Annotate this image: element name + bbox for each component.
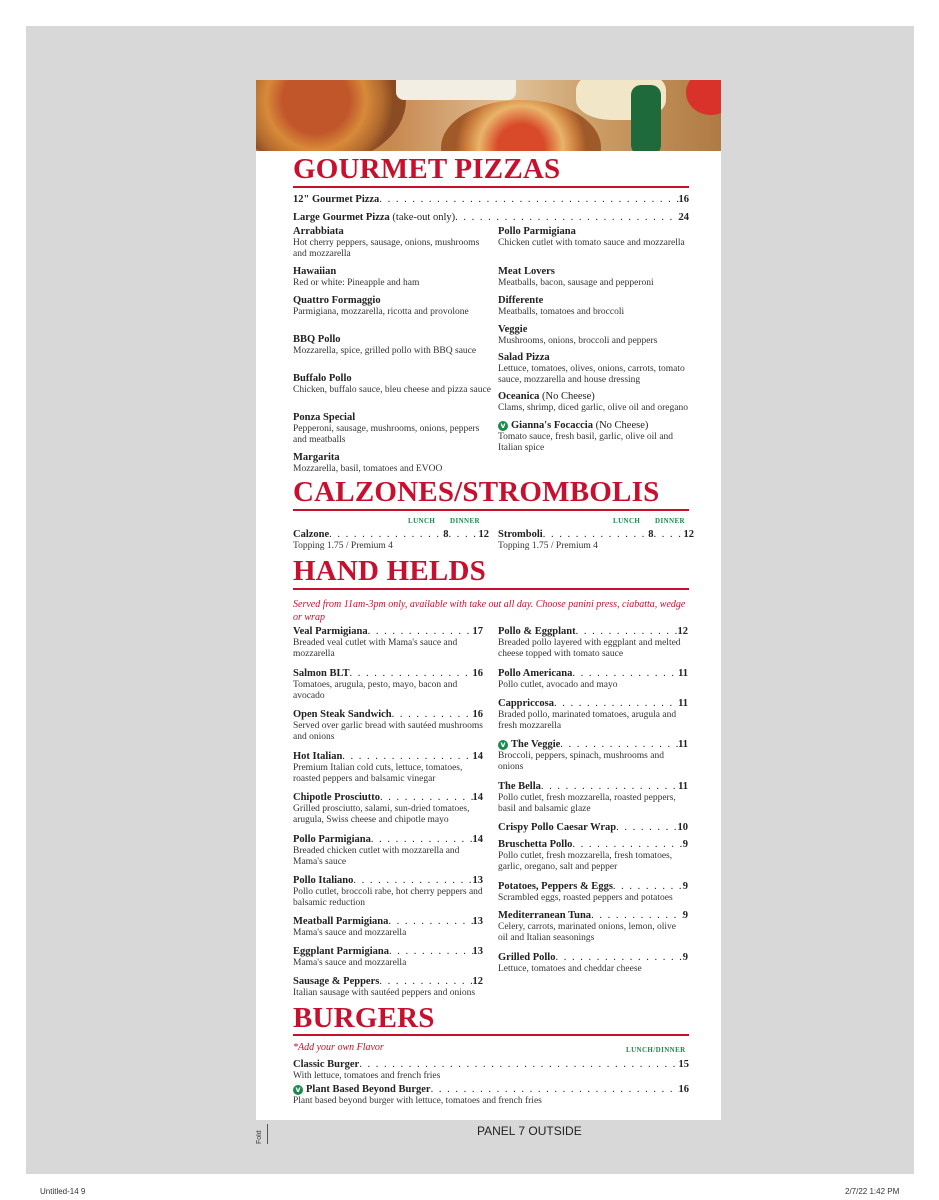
pizza-name xyxy=(293,294,493,307)
section-title-handhelds: HAND HELDS xyxy=(293,555,486,587)
handheld-row xyxy=(498,821,688,834)
handheld-desc: Mama's sauce and mozzarella xyxy=(293,958,407,968)
dot-leader xyxy=(654,528,684,541)
calzone-dinner-label: DINNER xyxy=(450,517,481,525)
section-title-pizzas: GOURMET PIZZAS xyxy=(293,153,561,185)
dot-leader xyxy=(616,821,677,834)
handheld-desc: Pollo cutlet, fresh mozzarella, fresh tomatoes, garlic, oregano, salt and pepper xyxy=(498,851,673,872)
handheld-price: 14 xyxy=(472,792,483,803)
burger-price: 16 xyxy=(678,1084,689,1095)
pizza-item xyxy=(293,294,493,318)
pizza-item xyxy=(498,351,698,386)
burger-row xyxy=(293,1083,689,1096)
pizza-name xyxy=(498,351,698,364)
handheld-desc: Breaded pollo layered with eggplant and melted cheese topped with tomato sauce xyxy=(498,638,681,659)
pizza-name-text: Gianna's Focaccia xyxy=(511,420,593,431)
handheld-row xyxy=(498,667,688,680)
burger-desc: With lettuce, tomatoes and french fries xyxy=(293,1071,441,1081)
pizza-desc: Chicken cutlet with tomato sauce and mozzarella xyxy=(498,238,685,248)
handheld-price: 13 xyxy=(472,946,483,957)
pizza-12-row xyxy=(293,193,689,206)
handheld-item xyxy=(498,738,688,773)
pizza-desc: Hot cherry peppers, sausage, onions, mushrooms and mozzarella xyxy=(293,238,480,259)
pizza-name xyxy=(293,411,493,424)
section-rule xyxy=(293,186,689,188)
handheld-price: 14 xyxy=(472,834,483,845)
dot-leader xyxy=(572,838,682,851)
handheld-desc: Italian sausage with sautéed peppers and onions xyxy=(293,988,476,998)
handheld-desc: Breaded veal cutlet with Mama's sauce and mozzarella xyxy=(293,638,458,659)
v-leaf-icon: v xyxy=(498,421,508,431)
calzone-name: Calzone xyxy=(293,529,330,540)
pizza-name-text: Meat Lovers xyxy=(498,266,555,277)
pizza-item xyxy=(498,265,698,289)
pizza-name-text: Salad Pizza xyxy=(498,352,550,363)
v-leaf-icon: v xyxy=(293,1085,303,1095)
handheld-desc: Grilled prosciutto, salami, sun-dried tomatoes, arugula, Swiss cheese and chipotle mayo xyxy=(293,804,470,825)
handheld-desc: Breaded chicken cutlet with mozzarella and Mama's sauce xyxy=(293,846,460,867)
pizza-desc: Tomato sauce, fresh basil, garlic, olive oil and Italian spice xyxy=(498,432,674,453)
burgers-lunch-dinner-label: LUNCH/DINNER xyxy=(626,1046,686,1054)
handheld-price: 12 xyxy=(472,976,483,987)
pizza-item xyxy=(498,294,698,318)
pizza-item xyxy=(293,372,493,396)
handheld-item xyxy=(498,780,688,815)
handheld-name-text: Pollo & Eggplant xyxy=(498,626,576,637)
handheld-name-text: Sausage & Peppers xyxy=(293,976,380,987)
handheld-name xyxy=(293,945,389,958)
handheld-item xyxy=(293,874,483,909)
burger-row xyxy=(293,1058,689,1071)
handheld-name xyxy=(293,874,353,887)
handheld-name xyxy=(293,667,350,680)
dot-leader xyxy=(388,915,472,928)
burger-name xyxy=(293,1083,431,1096)
handheld-price: 9 xyxy=(682,910,688,921)
calzone-lunch-price: 8 xyxy=(648,529,654,540)
dot-leader xyxy=(554,697,678,710)
handheld-row xyxy=(293,945,483,958)
dot-leader xyxy=(555,951,682,964)
handheld-name xyxy=(498,697,554,710)
calzone-row xyxy=(293,528,489,541)
pizza-name-text: Veggie xyxy=(498,324,528,335)
pizza-name-text: BBQ Pollo xyxy=(293,334,341,345)
dot-leader xyxy=(389,945,473,958)
handheld-row xyxy=(498,880,688,893)
pizza-desc: Meatballs, bacon, sausage and pepperoni xyxy=(498,278,654,288)
pizza-desc: Mushrooms, onions, broccoli and peppers xyxy=(498,336,658,346)
handheld-name xyxy=(498,667,572,680)
handheld-name xyxy=(498,625,576,638)
handheld-item xyxy=(498,951,688,975)
pizza-desc: Red or white: Pineapple and ham xyxy=(293,278,420,288)
handheld-price: 11 xyxy=(678,698,688,709)
handheld-name xyxy=(498,951,555,964)
handheld-price: 9 xyxy=(682,881,688,892)
handheld-name xyxy=(498,909,591,922)
pizza-12-name: 12" Gourmet Pizza xyxy=(293,194,380,205)
handheld-desc: Pollo cutlet, avocado and mayo xyxy=(498,680,618,690)
fold-mark: Fold xyxy=(256,1124,268,1144)
pizza-note: (No Cheese) xyxy=(595,420,649,431)
pizza-desc: Mozzarella, spice, grilled pollo with BBQ sauce xyxy=(293,346,477,356)
handheld-item xyxy=(293,791,483,826)
dot-leader xyxy=(329,528,443,541)
pizza-large-name: Large Gourmet Pizza xyxy=(293,212,390,223)
pizza-12-price: 16 xyxy=(678,194,689,205)
handheld-desc: Lettuce, tomatoes and cheddar cheese xyxy=(498,964,642,974)
dot-leader xyxy=(591,909,683,922)
burger-desc: Plant based beyond burger with lettuce, tomatoes and french fries xyxy=(293,1096,542,1106)
handheld-price: 9 xyxy=(682,839,688,850)
handheld-name-text: Cappriccosa xyxy=(498,698,554,709)
pizza-desc: Clams, shrimp, diced garlic, olive oil and oregano xyxy=(498,403,688,413)
handheld-row xyxy=(498,625,688,638)
handheld-item xyxy=(293,945,483,969)
handheld-row xyxy=(498,780,688,793)
handheld-name-text: Salmon BLT xyxy=(293,668,350,679)
handheld-row xyxy=(293,708,483,721)
section-title-calzones: CALZONES/STROMBOLIS xyxy=(293,476,660,508)
handheld-name xyxy=(293,708,392,721)
handheld-name-text: Meatball Parmigiana xyxy=(293,916,389,927)
calzone-lunch-price: 8 xyxy=(443,529,449,540)
pizza-name-text: Ponza Special xyxy=(293,412,356,423)
pizza-item xyxy=(293,333,493,357)
pizza-large-row xyxy=(293,211,689,224)
handheld-item xyxy=(498,821,688,834)
section-title-burgers: BURGERS xyxy=(293,1002,435,1034)
pizza-item xyxy=(293,411,493,446)
handheld-name xyxy=(498,821,616,834)
calzone-dinner-price: 12 xyxy=(478,529,489,540)
dot-leader xyxy=(380,791,472,804)
dot-leader xyxy=(359,1058,678,1071)
handheld-price: 16 xyxy=(472,668,483,679)
calzone-item xyxy=(293,528,489,552)
handheld-name-text: Chipotle Prosciutto xyxy=(293,792,381,803)
pizza-name xyxy=(498,294,698,307)
handheld-row xyxy=(498,838,688,851)
handheld-name-text: Mediterranean Tuna xyxy=(498,910,592,921)
handheld-row xyxy=(293,667,483,680)
stromboli-dinner-label: DINNER xyxy=(655,517,686,525)
pizza-name xyxy=(293,372,493,385)
handheld-desc: Braded pollo, marinated tomatoes, arugula and fresh mozzarella xyxy=(498,710,677,731)
pizza-item xyxy=(498,390,698,414)
pizza-desc: Parmigiana, mozzarella, ricotta and provolone xyxy=(293,307,469,317)
handheld-name-text: Veal Parmigiana xyxy=(293,626,368,637)
handheld-name xyxy=(498,838,572,851)
handheld-item xyxy=(498,880,688,904)
pizza-item xyxy=(293,451,493,475)
pizza-name xyxy=(498,323,698,336)
handheld-row xyxy=(293,915,483,928)
handheld-desc: Celery, carrots, marinated onions, lemon, olive oil and Italian seasonings xyxy=(498,922,676,943)
burgers-note: *Add your own Flavor xyxy=(293,1042,384,1053)
dot-leader xyxy=(371,833,473,846)
handheld-name xyxy=(293,750,342,763)
pizza-desc: Meatballs, tomatoes and broccoli xyxy=(498,307,625,317)
burger-price: 15 xyxy=(678,1059,689,1070)
dot-leader xyxy=(392,708,473,721)
handheld-row xyxy=(293,833,483,846)
handheld-item xyxy=(293,750,483,785)
burger-name xyxy=(293,1058,359,1071)
dot-leader xyxy=(350,667,473,680)
handheld-desc: Premium Italian cold cuts, lettuce, tomatoes, roasted peppers and balsamic vinegar xyxy=(293,763,463,784)
handheld-name xyxy=(293,915,388,928)
dot-leader xyxy=(353,874,472,887)
pizza-name xyxy=(293,225,493,238)
pizza-name-text: Pollo Parmigiana xyxy=(498,226,576,237)
handheld-name-text: Potatoes, Peppers & Eggs xyxy=(498,881,613,892)
handheld-item xyxy=(293,708,483,743)
handheld-item xyxy=(498,909,688,944)
dot-leader xyxy=(560,738,678,751)
burger-name-text: Classic Burger xyxy=(293,1059,360,1070)
pizza-desc: Pepperoni, sausage, mushrooms, onions, peppers and meatballs xyxy=(293,424,480,445)
handheld-price: 11 xyxy=(678,781,688,792)
handheld-desc: Pollo cutlet, broccoli rabe, hot cherry peppers and balsamic reduction xyxy=(293,887,483,908)
menu-panel xyxy=(256,80,721,1120)
calzone-topping: Topping 1.75 / Premium 4 xyxy=(293,541,393,551)
handheld-price: 10 xyxy=(677,822,688,833)
handheld-name xyxy=(498,780,541,793)
dot-leader xyxy=(572,667,678,680)
handheld-item xyxy=(498,625,688,660)
handheld-desc: Mama's sauce and mozzarella xyxy=(293,928,407,938)
handheld-item xyxy=(498,697,688,732)
dot-leader xyxy=(449,528,479,541)
handheld-price: 17 xyxy=(472,626,483,637)
pizza-name xyxy=(498,419,698,432)
handheld-price: 9 xyxy=(682,952,688,963)
handheld-row xyxy=(293,750,483,763)
calzone-dinner-price: 12 xyxy=(683,529,694,540)
pizza-name xyxy=(293,265,493,278)
calzone-item xyxy=(498,528,694,552)
calzone-topping: Topping 1.75 / Premium 4 xyxy=(498,541,598,551)
handheld-item xyxy=(293,667,483,702)
handheld-name xyxy=(293,625,368,638)
pizza-name xyxy=(498,390,698,403)
handheld-price: 13 xyxy=(472,875,483,886)
dot-leader xyxy=(431,1083,679,1096)
section-rule xyxy=(293,509,689,511)
dot-leader xyxy=(543,528,649,541)
handheld-name-text: Pollo Parmigiana xyxy=(293,834,371,845)
handheld-name-text: The Veggie xyxy=(511,739,561,750)
handheld-name xyxy=(293,975,379,988)
section-rule xyxy=(293,588,689,590)
handheld-name-text: Hot Italian xyxy=(293,751,343,762)
handheld-desc: Scrambled eggs, roasted peppers and potatoes xyxy=(498,893,673,903)
handheld-desc: Broccoli, peppers, spinach, mushrooms and onions xyxy=(498,751,664,772)
handheld-name xyxy=(293,833,371,846)
section-rule xyxy=(293,1034,689,1036)
handheld-price: 14 xyxy=(472,751,483,762)
v-leaf-icon: v xyxy=(498,740,508,750)
handheld-desc: Tomatoes, arugula, pesto, mayo, bacon and avocado xyxy=(293,680,458,701)
print-date: 2/7/22 1:42 PM xyxy=(845,1187,900,1196)
handheld-price: 12 xyxy=(677,626,688,637)
handheld-name xyxy=(498,880,613,893)
handheld-desc: Served over garlic bread with sautéed mushrooms and onions xyxy=(293,721,483,742)
stromboli-lunch-label: LUNCH xyxy=(613,517,641,525)
panel-label: PANEL 7 OUTSIDE xyxy=(477,1124,582,1138)
handheld-name-text: Grilled Pollo xyxy=(498,952,556,963)
handhelds-note: Served from 11am-3pm only, available with take out all day. Choose panini press, ciabatta, wedge or wrap xyxy=(293,599,686,623)
handheld-item xyxy=(293,833,483,868)
handheld-name-text: Pollo Italiano xyxy=(293,875,354,886)
pizza-item xyxy=(498,419,698,454)
pizza-name-text: Oceanica xyxy=(498,391,540,402)
pizza-name-text: Margarita xyxy=(293,452,340,463)
pizza-desc: Lettuce, tomatoes, olives, onions, carrots, tomato sauce, mozzarella and house dressing xyxy=(498,364,685,385)
handheld-name xyxy=(498,738,560,751)
pizza-item xyxy=(498,225,698,249)
pizza-note: (No Cheese) xyxy=(542,391,595,402)
dot-leader xyxy=(379,975,472,988)
pizza-desc: Chicken, buffalo sauce, bleu cheese and pizza sauce xyxy=(293,385,491,395)
handheld-item xyxy=(293,625,483,660)
handheld-item xyxy=(293,975,483,999)
pizza-item xyxy=(498,323,698,347)
dot-leader xyxy=(576,625,678,638)
handheld-row xyxy=(498,738,688,751)
handheld-row xyxy=(498,909,688,922)
pizza-name xyxy=(498,225,698,238)
handheld-name-text: Eggplant Parmigiana xyxy=(293,946,389,957)
handheld-row xyxy=(498,697,688,710)
food-photo xyxy=(256,80,721,151)
pizza-name-text: Hawaiian xyxy=(293,266,337,277)
pizza-item xyxy=(293,265,493,289)
pizza-name xyxy=(293,451,493,464)
handheld-name-text: Open Steak Sandwich xyxy=(293,709,392,720)
dot-leader xyxy=(368,625,473,638)
file-name: Untitled-14 9 xyxy=(40,1187,86,1196)
pizza-name-text: Quattro Formaggio xyxy=(293,295,381,306)
pizza-large-price: 24 xyxy=(678,212,689,223)
dot-leader xyxy=(613,880,683,893)
burger-name-text: Plant Based Beyond Burger xyxy=(306,1084,431,1095)
handheld-row xyxy=(293,874,483,887)
pizza-large-note: (take-out only) xyxy=(392,212,456,223)
handheld-name-text: Crispy Pollo Caesar Wrap xyxy=(498,822,617,833)
handheld-name-text: Pollo Americana xyxy=(498,668,573,679)
handheld-desc: Pollo cutlet, fresh mozzarella, roasted peppers, basil and balsamic glaze xyxy=(498,793,676,814)
handheld-row xyxy=(498,951,688,964)
pizza-desc: Mozzarella, basil, tomatoes and EVOO xyxy=(293,464,443,474)
handheld-name xyxy=(293,791,380,804)
dot-leader xyxy=(342,750,472,763)
calzone-name: Stromboli xyxy=(498,529,543,540)
dot-leader xyxy=(541,780,678,793)
pizza-name-text: Buffalo Pollo xyxy=(293,373,352,384)
handheld-row xyxy=(293,625,483,638)
handheld-name-text: Bruschetta Pollo xyxy=(498,839,573,850)
handheld-price: 11 xyxy=(678,739,688,750)
handheld-item xyxy=(498,838,688,873)
calzone-row xyxy=(498,528,694,541)
handheld-price: 11 xyxy=(678,668,688,679)
handheld-item xyxy=(293,915,483,939)
burger-item xyxy=(293,1083,689,1107)
pizza-item xyxy=(293,225,493,260)
handheld-name-text: The Bella xyxy=(498,781,541,792)
pizza-name xyxy=(498,265,698,278)
handheld-row xyxy=(293,791,483,804)
handheld-item xyxy=(498,667,688,691)
pizza-name-text: Differente xyxy=(498,295,544,306)
pizza-name-text: Arrabbiata xyxy=(293,226,344,237)
handheld-row xyxy=(293,975,483,988)
pizza-name xyxy=(293,333,493,346)
calzone-lunch-label: LUNCH xyxy=(408,517,436,525)
handheld-price: 16 xyxy=(472,709,483,720)
handheld-price: 13 xyxy=(472,916,483,927)
burger-item xyxy=(293,1058,689,1082)
